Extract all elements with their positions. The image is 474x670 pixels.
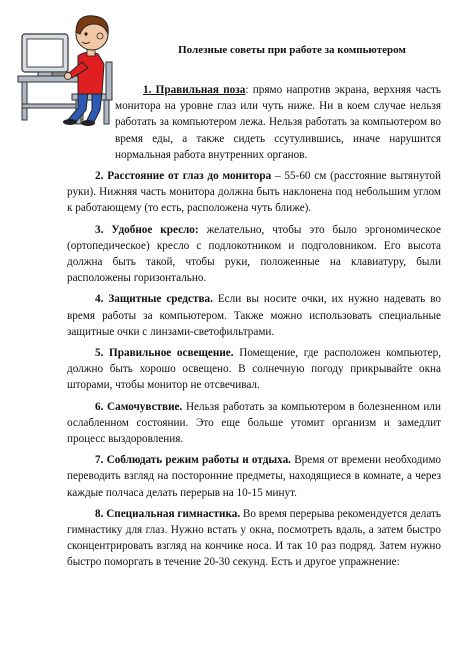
tip-heading: 1. Правильная поза <box>143 84 246 96</box>
tip-heading: 3. Удобное кресло: <box>95 223 199 236</box>
document-body <box>67 82 441 576</box>
tip-paragraph-5 <box>67 345 441 394</box>
tip-heading: 4. Защитные средства. <box>95 293 213 306</box>
tip-paragraph-1 <box>67 82 441 163</box>
tip-text: желательно, чтобы это было эргономическое (ортопедическое) кресло с подлокотником и подголовником. Его высота должна быть такой, чтобы руки, положенные на клавиатуру, были расположены горизонтально. <box>67 223 441 285</box>
tip-text: Во время перерыва рекомендуется делать гимнастику для глаз. Нужно встать у окна, посмотреть вдаль, а затем быстро сконцентрировать взгляд на кончике носа. И так 10 раз подряд. Затем нужно быстро поморгать в течение 20-30 секунд. Есть и другое упражнение: <box>67 507 441 569</box>
tip-heading: 7. Соблюдать режим работы и отдыха. <box>95 454 291 467</box>
tip-heading: 8. Специальная гимнастика. <box>95 507 241 520</box>
tip-paragraph-7 <box>67 452 441 501</box>
tip-paragraph-2 <box>67 168 441 217</box>
tip-heading: 5. Правильное освещение. <box>95 347 234 360</box>
tip-text: Нельзя работать за компьютером в болезненном или ослабленном состоянии. Это еще больше утомит организм и замедлит процесс выздоровления. <box>67 400 441 446</box>
tip-paragraph-4 <box>67 291 441 340</box>
tip-paragraph-3 <box>67 222 441 287</box>
tip-heading: 6. Самочувствие. <box>95 400 183 413</box>
tip-text: Если вы носите очки, их нужно надевать во время работы за компьютером. Также можно использовать специальные защитные очки с линзами-светофильтрами. <box>67 293 441 338</box>
tip-paragraph-6 <box>67 399 441 448</box>
document-title: Полезные советы при работе за компьютером <box>178 44 406 56</box>
tip-text: – 55-60 см (расстояние вытянутой руки). Нижняя часть монитора должна быть наклонена под небольшим углом к работающему (то есть, расположена чуть ближе). <box>67 170 441 215</box>
tip-heading: 2. Расстояние от глаз до монитора <box>95 170 272 183</box>
tip-text: Время от времени необходимо переводить взгляд на посторонние предметы, находящиеся в комнате, а через каждые полчаса делать перерыв на 10-15 минут. <box>67 454 442 499</box>
tip-text: Помещение, где расположен компьютер, должно быть хорошо освещено. В солнечную погоду прикрывайте окна шторами, чтобы монитор не отсвечивал. <box>67 347 441 392</box>
tip-text: : прямо напротив экрана, верхняя часть монитора на уровне глаз или чуть ниже. Ни в коем случае нельзя работать за компьютером лежа. Нельзя работать за компьютером во время еды, а также сидеть ссутулившись, иначе нарушится нормальная работа внутренних органов. <box>115 84 442 161</box>
tip-paragraph-8 <box>67 506 441 571</box>
